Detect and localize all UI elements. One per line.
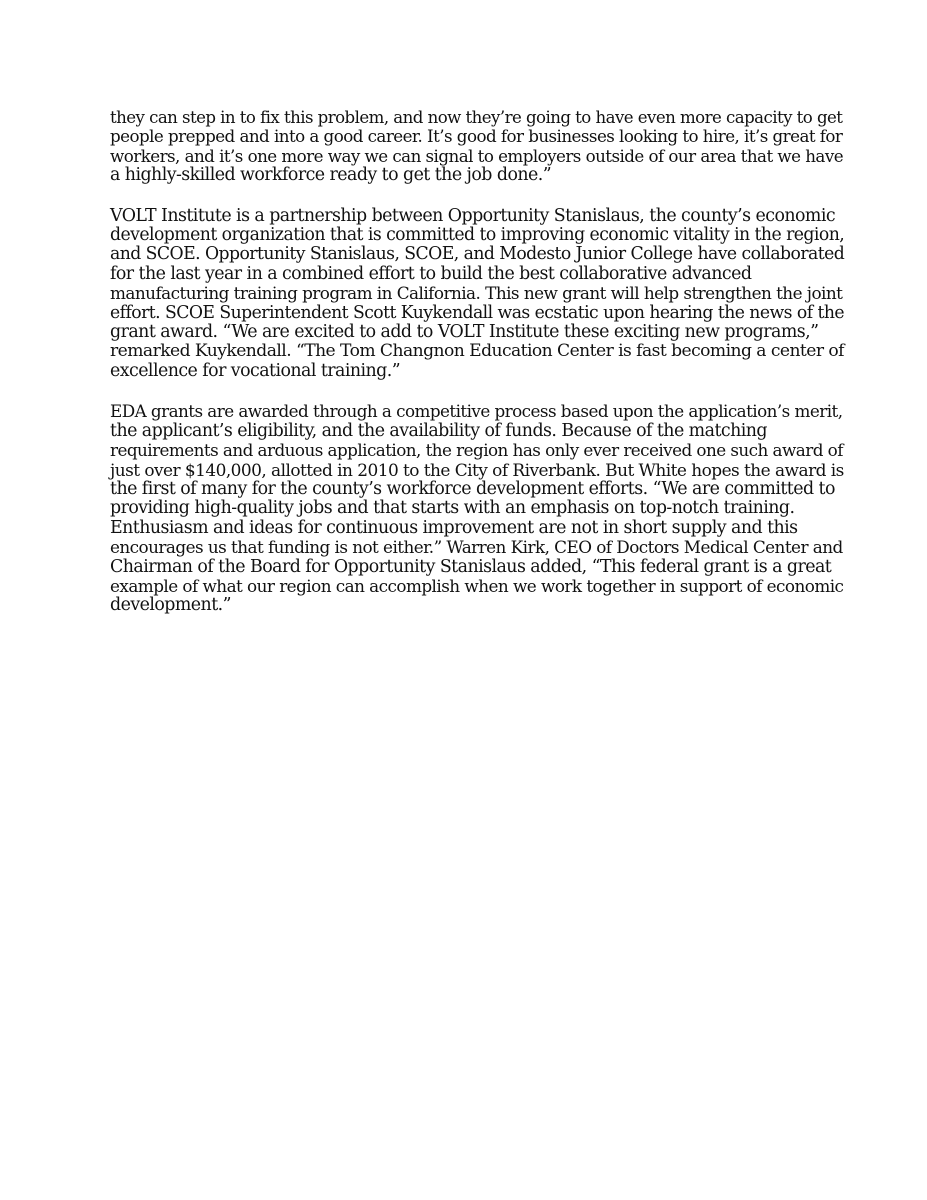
text-line: Chairman of the Board for Opportunity Stanislaus added, “This federal grant is a great [110,556,832,577]
text-line: they can step in to fix this problem, and now they’re going to have even more capacity to get [110,108,843,127]
text-line: a highly-skilled workforce ready to get the job done.” [110,165,552,186]
text-line: just over $140,000, allotted in 2010 to the City of Riverbank. But White hopes the award is [110,459,844,480]
paragraph-quote-continuation [110,108,845,186]
text-line: encourages us that funding is not either.” Warren Kirk, CEO of Doctors Medical Center and [110,537,843,558]
text-line: development.” [110,595,231,616]
text-line: for the last year in a combined effort to build the best collaborative advanced [110,263,752,284]
paragraph-eda-grants [110,402,845,615]
text-line: example of what our region can accomplish when we work together in support of economic [110,575,844,596]
text-line: the applicant’s eligibility, and the availability of funds. Because of the matching [110,420,767,441]
text-line: remarked Kuykendall. “The Tom Changnon Education Center is fast becoming a center of [110,341,844,362]
text-line: effort. SCOE Superintendent Scott Kuykendall was ecstatic upon hearing the news of the [110,302,844,323]
text-line: VOLT Institute is a partnership between Opportunity Stanislaus, the county’s economic [110,205,836,226]
text-line: requirements and arduous application, the region has only ever received one such award of [110,440,843,461]
text-line: providing high-quality jobs and that starts with an emphasis on top-notch training. [110,498,795,519]
text-line: development organization that is committed to improving economic vitality in the region, [110,225,845,246]
text-line: manufacturing training program in California. This new grant will help strengthen the joint [110,283,843,304]
paragraph-volt-institute [110,207,845,382]
text-line: the first of many for the county’s workforce development efforts. “We are committed to [110,478,835,499]
text-line: workers, and it’s one more way we can signal to employers outside of our area that we have [110,145,844,166]
text-line: Enthusiasm and ideas for continuous improvement are not in short supply and this [110,517,798,538]
document-page [110,108,845,637]
text-line: excellence for vocational training.” [110,360,401,381]
text-line: people prepped and into a good career. It’s good for businesses looking to hire, it’s great for [110,126,843,147]
text-line: EDA grants are awarded through a competitive process based upon the application’s merit, [110,401,843,422]
text-line: grant award. “We are excited to add to VOLT Institute these exciting new programs,” [110,322,819,343]
text-line: and SCOE. Opportunity Stanislaus, SCOE, and Modesto Junior College have collaborated [110,244,845,265]
